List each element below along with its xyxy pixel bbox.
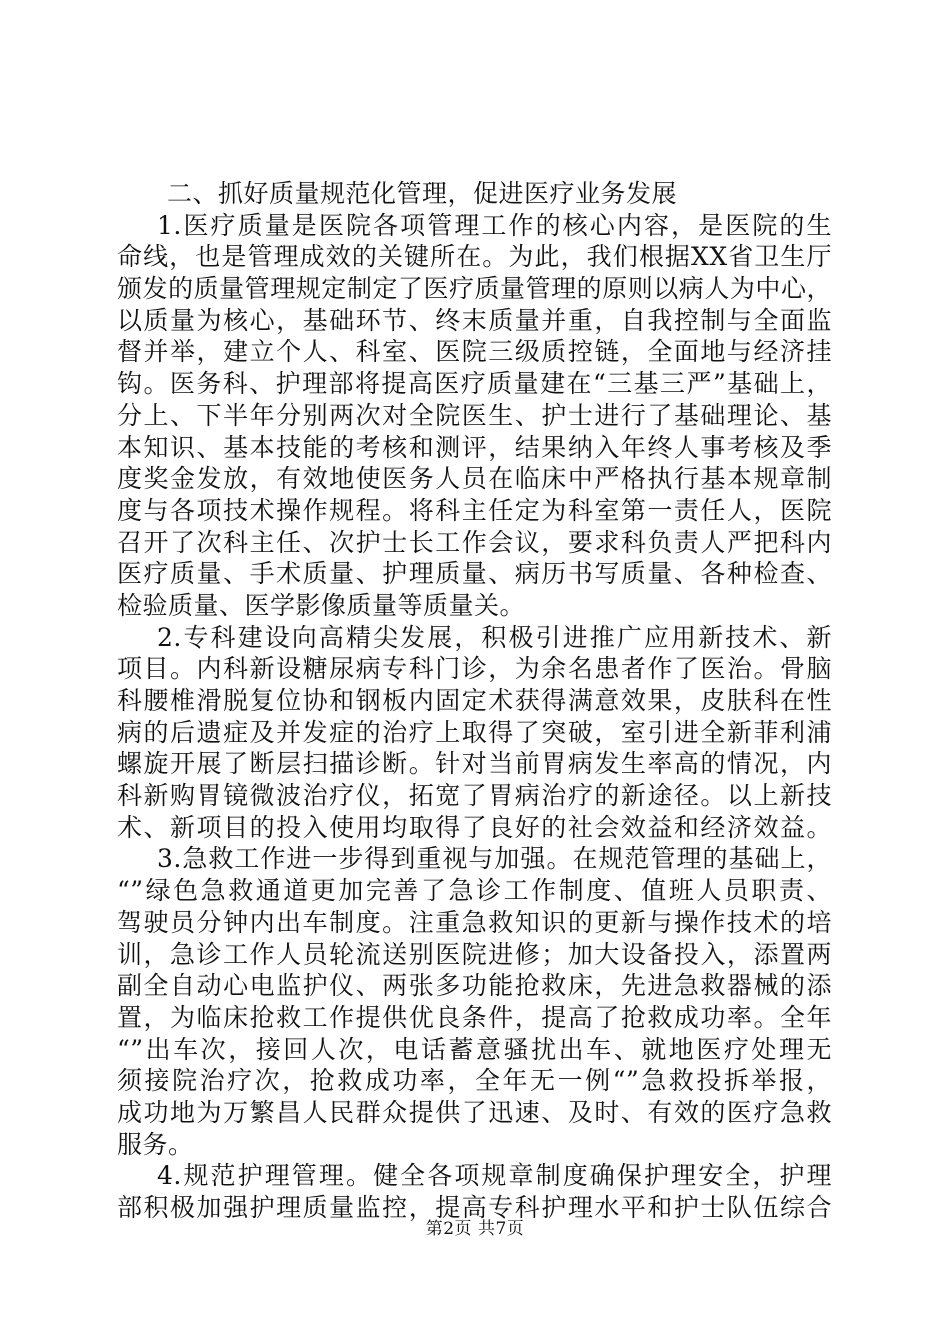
paragraph-3-line: 训，急诊工作人员轮流送别医院进修；加大设备投入，添置两 xyxy=(117,939,832,969)
paragraph-1-line: 以质量为核心，基础环节、终末质量并重，自我控制与全面监 xyxy=(117,305,832,335)
paragraph-3-line: 须接院治疗次，抢救成功率，全年无一例“”急救投拆举报， xyxy=(117,1066,832,1096)
paragraph-2-line: 项目。内科新设糖尿病专科门诊，为余名患者作了医治。骨脑 xyxy=(117,654,832,684)
paragraph-3-line: 置，为临床抢救工作提供优良条件，提高了抢救成功率。全年 xyxy=(117,1002,832,1032)
paragraph-3-line: “”出车次，接回人次，电话蓄意骚扰出车、就地医疗处理无 xyxy=(117,1034,832,1064)
paragraph-1-line: 督并举，建立个人、科室、医院三级质控链，全面地与经济挂 xyxy=(117,337,832,367)
paragraph-3-line: 3.急救工作进一步得到重视与加强。在规范管理的基础上， xyxy=(157,844,832,874)
paragraph-2-line: 术、新项目的投入使用均取得了良好的社会效益和经济效益。 xyxy=(117,812,832,842)
paragraph-1-line: 钩。医务科、护理部将提高医疗质量建在“三基三严”基础上， xyxy=(117,369,832,399)
paragraph-3-line: 驾驶员分钟内出车制度。注重急救知识的更新与操作技术的培 xyxy=(117,907,832,937)
paragraph-2-line: 科腰椎滑脱复位协和钢板内固定术获得满意效果，皮肤科在性 xyxy=(117,686,832,715)
paragraph-2-line: 病的后遗症及并发症的治疗上取得了突破，室引进全新菲利浦 xyxy=(117,717,832,747)
paragraph-1-line: 检验质量、医学影像质量等质量关。 xyxy=(117,590,526,620)
paragraph-2-line: 螺旋开展了断层扫描诊断。针对当前胃病发生率高的情况，内 xyxy=(117,749,832,779)
page-number-footer: 第2页 共7页 xyxy=(425,1219,525,1239)
paragraph-3-line: 副全自动心电监护仪、两张多功能抢救床，先进急救器械的添 xyxy=(117,971,832,1001)
paragraph-4-line: 部积极加强护理质量监控，提高专科护理水平和护士队伍综合 xyxy=(117,1193,832,1222)
paragraph-1-line: 召开了次科主任、次护士长工作会议，要求科负责人严把科内 xyxy=(117,527,832,557)
paragraph-2-line: 科新购胃镜微波治疗仪，拓宽了胃病治疗的新途径。以上新技 xyxy=(117,781,832,811)
paragraph-4-line: 4.规范护理管理。健全各项规章制度确保护理安全，护理 xyxy=(157,1161,832,1191)
section-heading: 二、抓好质量规范化管理，促进医疗业务发展 xyxy=(167,179,678,208)
paragraph-1-line: 颁发的质量管理规定制定了医疗质量管理的原则以病人为中心， xyxy=(117,274,832,304)
paragraph-1-line: 1.医疗质量是医院各项管理工作的核心内容，是医院的生 xyxy=(157,210,832,240)
paragraph-1-line: 医疗质量、手术质量、护理质量、病历书写质量、各种检查、 xyxy=(117,559,832,589)
paragraph-1-line: 本知识、基本技能的考核和测评，结果纳入年终人事考核及季 xyxy=(117,432,832,462)
paragraph-3-line: 服务。 xyxy=(117,1129,194,1159)
paragraph-1-line: 度奖金发放，有效地使医务人员在临床中严格执行基本规章制 xyxy=(117,464,832,494)
paragraph-1-line: 命线，也是管理成效的关键所在。为此，我们根据XX省卫生厅 xyxy=(117,242,832,272)
document-body xyxy=(117,178,832,1224)
paragraph-1-line: 分上、下半年分别两次对全院医生、护士进行了基础理论、基 xyxy=(117,400,832,430)
paragraph-2-line: 2.专科建设向高精尖发展，积极引进推广应用新技术、新 xyxy=(157,622,832,652)
paragraph-3-line: “”绿色急救通道更加完善了急诊工作制度、值班人员职责、 xyxy=(117,876,832,906)
paragraph-3-line: 成功地为万繁昌人民群众提供了迅速、及时、有效的医疗急救 xyxy=(117,1097,832,1127)
paragraph-1-line: 度与各项技术操作规程。将科主任定为科室第一责任人，医院 xyxy=(117,495,832,525)
